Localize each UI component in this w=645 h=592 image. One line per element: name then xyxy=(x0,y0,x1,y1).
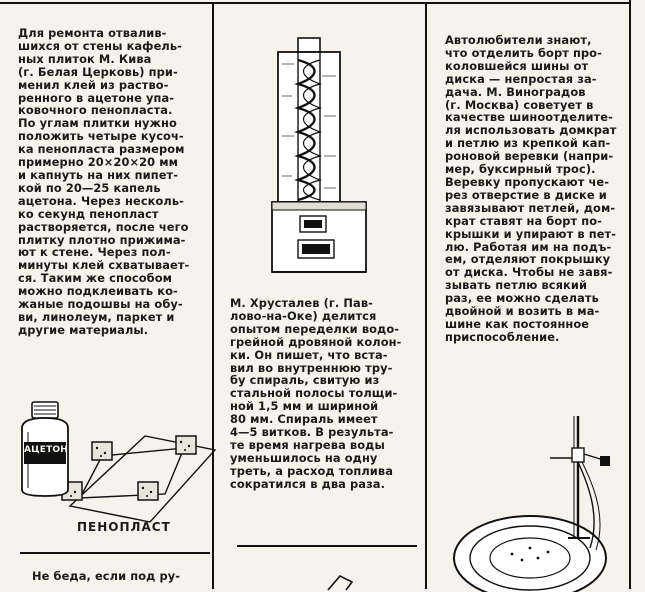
foam-cube-1 xyxy=(92,442,112,460)
article-next-start: Не беда, если под ру- xyxy=(32,569,181,583)
foam-cube-3 xyxy=(138,482,158,500)
article-tire-separator: Автолюбители знают, что отделить борт про- коловшейся шины от диска — непростая за- дача. М. Виноградов (г. Москва) советует в качестве шиноотделите- ля использовать домкрат и петлю из крепкой кап- роновой веревки (напри- мер, буксирный трос). Веревку пропускают че- рез отверстие в диске и завязывают петлей, дом- крат ставят на борт по- крышки и упирают в пет- лю. Работая им на подъ- ем, отделяют покрышку от диска. Чтобы не завя- зывать петлю всякий раз, ее можно сделать двойной и возить в ма- шине как постоянное приспособление. xyxy=(445,33,617,344)
tire-jack-illustration xyxy=(450,408,630,588)
article-separator-middle xyxy=(237,545,417,547)
foam-cube-2 xyxy=(176,436,196,454)
bottle-label: АЦЕТОН xyxy=(24,445,68,455)
article-tile-repair: Для ремонта отвалив- шихся от стены кафель- ных плиток М. Кива (г. Белая Церковь) при- менил клей из раство- ренного в ацетоне упа- ковочного пенопласта. По углам плитки нужно положить четыре кусоч- ка пенопласта размером примерно 20×20×20 мм и капнуть на них пипет- кой по 20—25 капель ацетона. Через несколь- ко секунд пенопласт растворяется, после чего плитку плотно прижима- ют к стене. Через пол- минуты клей схватывает- ся. Таким же способом можно подклеивать ко- жаные подошвы на обу- ви, линолеум, паркет и другие материалы. xyxy=(18,26,190,337)
article-water-heater: М. Хрусталев (г. Пав- лово-на-Оке) делится опытом переделки водо- грейной дровяной колон- ки. Он пишет, что вста- вил во внутреннюю тру- бу спираль, свитую из стальной полосы толщи- ной 1,5 мм и шириной 80 мм. Спираль имеет 4—5 витков. В результа- те время нагрева воды уменьшилось на одну треть, а расход топлива сократился в два раза. xyxy=(230,296,402,491)
top-border xyxy=(0,2,630,4)
acetone-foam-illustration xyxy=(10,398,210,528)
water-heater-illustration xyxy=(268,36,378,276)
figure-caption-foam: ПЕНОПЛАСТ xyxy=(77,520,171,534)
partial-illustration-middle xyxy=(326,572,356,592)
article-separator-left xyxy=(20,552,210,554)
column-divider-left xyxy=(212,4,214,589)
column-divider-right xyxy=(425,4,427,589)
